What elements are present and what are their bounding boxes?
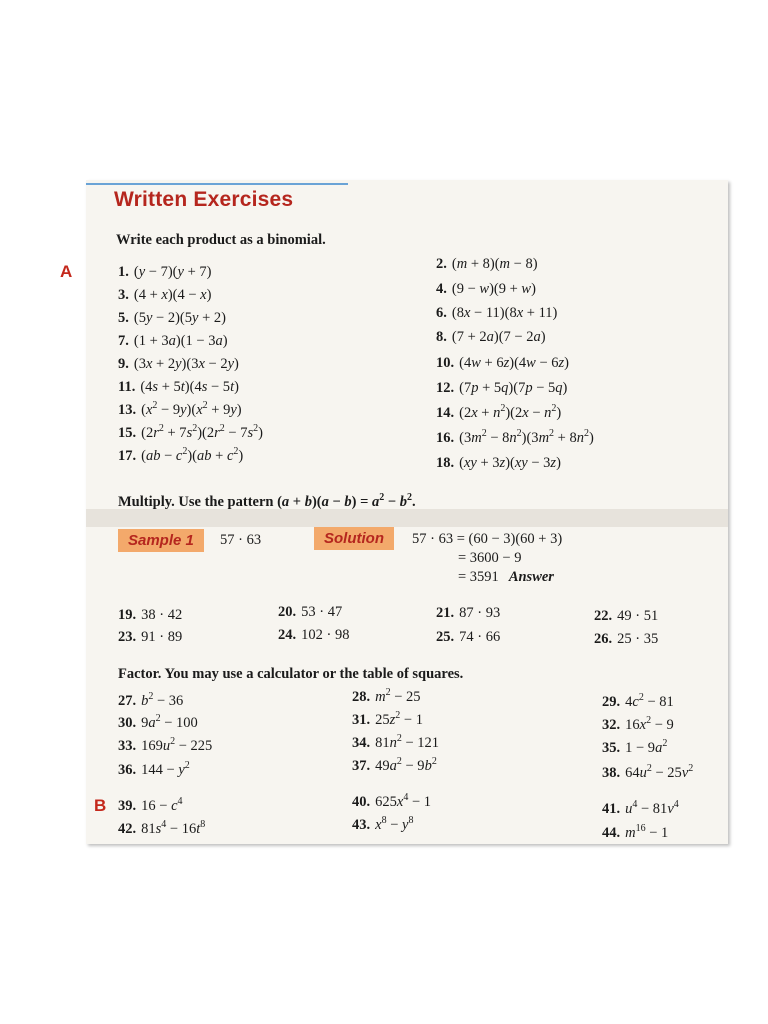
exercise-item: 38. $64u^2 - 25v^2$ [602,763,694,781]
exercise-item: 37. $49a^2 - 9b^2$ [352,756,437,774]
sample-label: Sample 1 [118,529,204,552]
exercise-item: 5. (5y − 2)(5y + 2) [118,310,226,326]
exercise-item: 27. $b^2 - 36$ [118,691,184,709]
answer-label: Answer [508,569,554,585]
factor-instruction: Factor. You may use a calculator or the table of squares. [118,666,464,682]
exercise-item: 9. (3x + 2y)(3x − 2y) [118,356,239,372]
exercise-item: 11. (4s + 5t)(4s − 5t) [118,379,239,395]
exercise-item: 36. $144 - y^2$ [118,760,190,778]
shaded-band [86,509,728,527]
exercise-item: 2. (m + 8)(m − 8) [436,256,538,272]
exercise-item: 20. 53 · 47 [278,604,343,620]
sample-expression: 57 · 63 [220,532,262,548]
section-b-marker: B [94,796,107,815]
exercise-item: 17. $(ab - c^2)(ab + c^2)$ [118,446,244,464]
exercise-item: 42. $81s^4 - 16t^8$ [118,819,206,837]
exercise-item: 24. 102 · 98 [278,627,350,643]
exercise-item: 22. 49 · 51 [594,608,659,624]
exercise-item: 43. $x^8 - y^8$ [352,815,414,833]
exercise-item: 41. $u^4 - 81v^4$ [602,799,679,817]
section-a-instruction: Write each product as a binomial. [116,232,326,248]
exercise-item: 35. $1 - 9a^2$ [602,738,668,756]
exercise-item: 28. $m^2 - 25$ [352,687,421,705]
exercise-item: 15. $(2r^2 + 7s^2)(2r^2 - 7s^2)$ [118,423,263,441]
exercise-item: 4. (9 − w)(9 + w) [436,281,536,297]
exercise-item: 26. 25 · 35 [594,631,659,647]
section-a-marker: A [60,262,73,281]
exercise-item: 18. (xy + 3z)(xy − 3z) [436,455,561,471]
exercise-item: 12. (7p + 5q)(7p − 5q) [436,380,568,396]
multiply-instruction: Multiply. Use the pattern $(a + b)(a - b) = a^2 - b^2$. [118,492,416,510]
solution-label: Solution [314,527,394,550]
solution-line: = 3600 − 9 [458,550,522,566]
exercise-item: 40. $625x^4 - 1$ [352,792,431,810]
exercise-item: 6. (8x − 11)(8x + 11) [436,305,558,321]
exercise-item: 8. (7 + 2a)(7 − 2a) [436,329,546,345]
solution-line: 57 · 63 = (60 − 3)(60 + 3) [412,531,563,547]
exercise-item: 14. $(2x + n^2)(2x - n^2)$ [436,403,562,421]
exercise-item: 23. 91 · 89 [118,629,183,645]
exercise-item: 44. $m^{16} - 1$ [602,823,669,841]
exercise-item: 21. 87 · 93 [436,605,501,621]
exercise-item: 30. $9a^2 - 100$ [118,713,198,731]
page-title: Written Exercises [114,188,294,211]
exercise-item: 3. (4 + x)(4 − x) [118,287,212,303]
exercise-item: 7. (1 + 3a)(1 − 3a) [118,333,228,349]
exercise-item: 16. $(3m^2 - 8n^2)(3m^2 + 8n^2)$ [436,428,594,446]
header-rule [86,183,348,185]
exercise-item: 19. 38 · 42 [118,607,183,623]
exercise-item: 39. $16 - c^4$ [118,796,183,814]
exercise-item: 31. $25z^2 - 1$ [352,710,423,728]
exercise-item: 13. $(x^2 - 9y)(x^2 + 9y)$ [118,400,242,418]
exercise-item: 32. $16x^2 - 9$ [602,715,674,733]
solution-line: = 3591 Answer [458,569,554,585]
exercise-item: 29. $4c^2 - 81$ [602,692,674,710]
exercise-item: 1. (y − 7)(y + 7) [118,264,212,280]
exercise-item: 10. (4w + 6z)(4w − 6z) [436,355,570,371]
exercise-item: 33. $169u^2 - 225$ [118,736,213,754]
textbook-page [60,180,728,844]
exercise-item: 25. 74 · 66 [436,629,501,645]
exercise-item: 34. $81n^2 - 121$ [352,733,440,751]
